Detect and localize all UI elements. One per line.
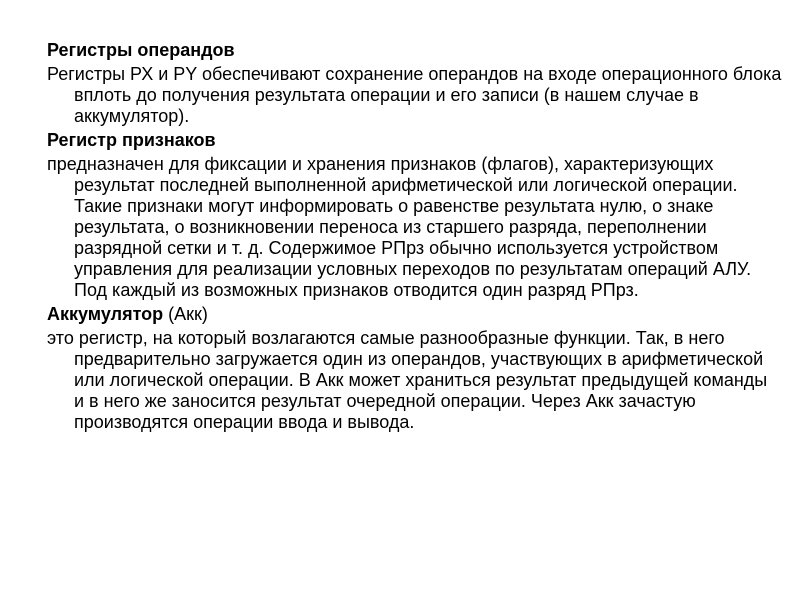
section-body-operand-registers: Регистры РХ и РY обеспечивают сохранение операндов на входе операционного блока вплоть до получения результата операции и его записи (в нашем случае в аккумулятор). [47, 64, 782, 126]
section-title-operand-registers: Регистры операндов [47, 40, 235, 60]
section-body-flags-register: предназначен для фиксации и хранения признаков (флагов), характеризующих результат последней выполненной арифметической или логической операции. Такие признаки могут информировать о равенстве результата нулю, о знаке результата, о возникновении переноса из старшего разряда, переполнении разрядной сетки и т. д. Содержимое РПрз обычно используется устройством управления для реализации условных переходов по результатам операций АЛУ. Под каждый из возможных признаков отводится один разряд РПрз. [47, 154, 752, 300]
section-body-accumulator: это регистр, на который возлагаются самые разнообразные функции. Так, в него предварительно загружается один из операндов, участвующих в арифметической или логической операции. В Акк может храниться результат предыдущей команды и в него же заносится результат очередной операции. Через Акк зачастую производятся операции ввода и вывода. [47, 328, 768, 432]
slide-content [47, 40, 782, 436]
section-title-flags-register: Регистр признаков [47, 130, 216, 150]
section-title-accumulator-abbrev: (Акк) [163, 304, 208, 324]
section-title-accumulator: Аккумулятор [47, 304, 164, 324]
section-title-accumulator-line [47, 304, 782, 325]
